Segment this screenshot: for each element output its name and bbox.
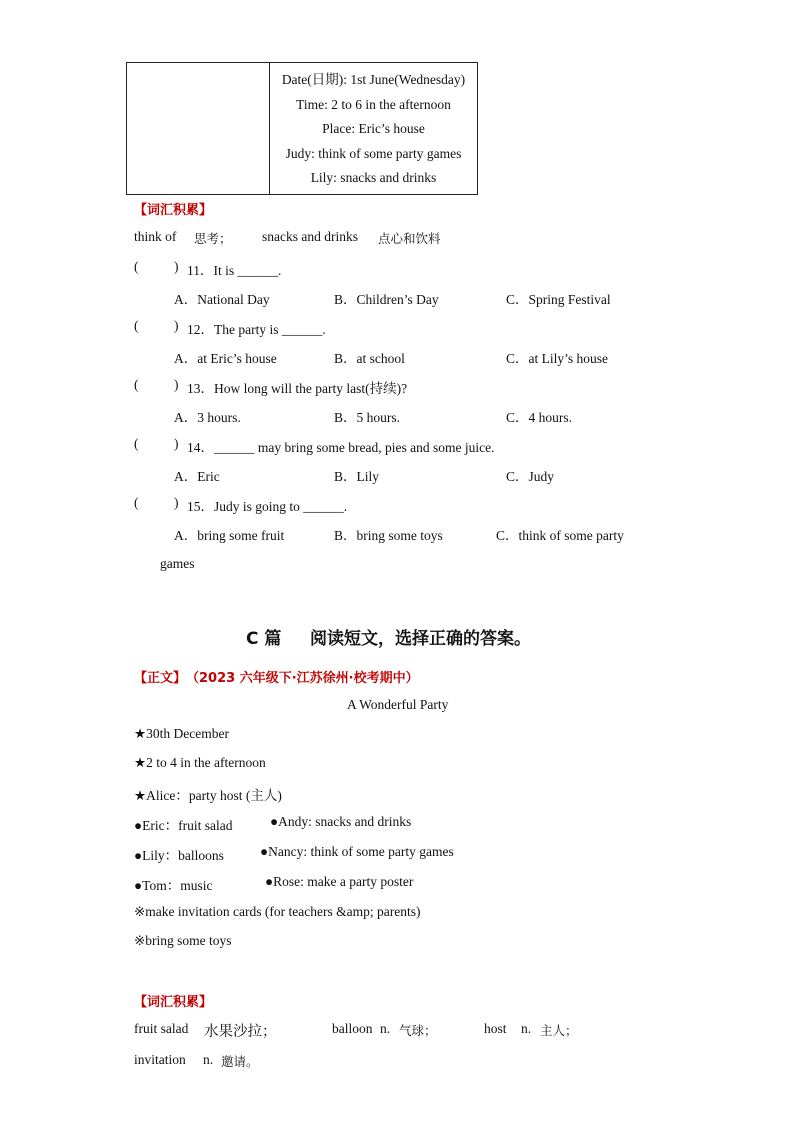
q15-option-b: B．bring some toys <box>334 528 443 543</box>
vocab-label-1: 【词汇积累】 <box>134 203 213 218</box>
q12-option-c: C．at Lily’s house <box>506 351 608 366</box>
q12-stem: 12．The party is ______. <box>187 322 326 337</box>
vocab-meaning-host: 主人； <box>540 1023 578 1038</box>
q15-option-c: C．think of some party <box>496 528 624 543</box>
q14-open-paren: ( <box>134 436 139 451</box>
vocab-word-snacks: snacks and drinks <box>262 229 358 244</box>
passage-source: （2023 六年级下·江苏徐州·校考期中） <box>186 671 419 686</box>
vocab-meaning-think-of: 思考； <box>194 231 232 246</box>
vocab-meaning-fruit-salad: 水果沙拉； <box>204 1024 277 1040</box>
vocab-pos-invitation: n. <box>203 1052 214 1067</box>
q12-open-paren: ( <box>134 318 139 333</box>
notice-time: Time: 2 to 6 in the afternoon <box>296 96 451 112</box>
vocab-word-fruit-salad: fruit salad <box>134 1021 189 1036</box>
q12-close-paren: ) <box>174 318 179 333</box>
note-invitation-cards: ※make invitation cards (for teachers &amp; parents) <box>134 904 421 919</box>
bullet-rose: ●Rose: make a party poster <box>265 874 414 889</box>
vocab-word-invitation: invitation <box>134 1052 186 1067</box>
q13-open-paren: ( <box>134 377 139 392</box>
q14-option-c: C．Judy <box>506 469 555 484</box>
q13-close-paren: ) <box>174 377 179 392</box>
vocab-word-think-of: think of <box>134 229 177 244</box>
notice-judy: Judy: think of some party games <box>285 145 462 161</box>
note-bring-toys: ※bring some toys <box>134 933 232 948</box>
section-c-label: C 篇 <box>246 629 282 649</box>
q11-option-b: B．Children’s Day <box>334 292 439 307</box>
q14-close-paren: ) <box>174 436 179 451</box>
bullet-lily: ●Lily：balloons <box>134 848 224 863</box>
bullet-eric: ●Eric：fruit salad <box>134 818 233 833</box>
q15-close-paren: ) <box>174 495 179 510</box>
passage-source-label: 【正文】 <box>134 671 187 686</box>
q15-option-a: A．bring some fruit <box>174 528 285 543</box>
q11-close-paren: ) <box>174 259 179 274</box>
q13-option-b: B．5 hours. <box>334 410 401 425</box>
vocab-meaning-balloon: 气球； <box>399 1023 437 1038</box>
vocab-meaning-invitation: 邀请。 <box>221 1054 259 1069</box>
passage-host: ★Alice：party host (主人) <box>134 788 282 803</box>
q11-open-paren: ( <box>134 259 139 274</box>
notice-date: Date(日期): 1st June(Wednesday) <box>281 72 466 87</box>
vocab-word-balloon: balloon <box>332 1021 373 1036</box>
vocab-meaning-snacks: 点心和饮料 <box>378 231 441 246</box>
passage-time: ★2 to 4 in the afternoon <box>134 755 266 770</box>
q14-option-a: A．Eric <box>174 469 220 484</box>
q13-option-c: C．4 hours. <box>506 410 573 425</box>
q11-stem: 11．It is ______. <box>187 263 282 278</box>
bullet-nancy: ●Nancy: think of some party games <box>260 844 454 859</box>
bullet-tom: ●Tom：music <box>134 878 213 893</box>
q11-option-c: C．Spring Festival <box>506 292 611 307</box>
passage-title: A Wonderful Party <box>347 697 449 712</box>
q11-option-a: A．National Day <box>174 292 270 307</box>
q13-stem: 13．How long will the party last(持续)? <box>187 381 408 396</box>
vocab-pos-host: n. <box>521 1021 532 1036</box>
notice-table-info-cell <box>270 63 478 195</box>
vocab-label-2: 【词汇积累】 <box>134 995 213 1010</box>
notice-table-empty-cell <box>127 63 270 195</box>
bullet-andy: ●Andy: snacks and drinks <box>270 814 412 829</box>
q12-option-a: A．at Eric’s house <box>174 351 277 366</box>
vocab-word-host: host <box>484 1021 507 1036</box>
section-c-instruction: 阅读短文，选择正确的答案。 <box>310 629 531 649</box>
q15-stem: 15．Judy is going to ______. <box>187 499 348 514</box>
notice-place: Place: Eric’s house <box>322 121 425 136</box>
q14-option-b: B．Lily <box>334 469 380 484</box>
passage-date: ★30th December <box>134 726 229 741</box>
q14-stem: 14．______ may bring some bread, pies and some juice. <box>187 440 495 455</box>
q15-open-paren: ( <box>134 495 139 510</box>
vocab-pos-balloon: n. <box>380 1021 391 1036</box>
q12-option-b: B．at school <box>334 351 405 366</box>
notice-lily: Lily: snacks and drinks <box>310 170 437 185</box>
q15-option-c-wrap: games <box>160 556 195 571</box>
q13-option-a: A．3 hours. <box>174 410 241 425</box>
notice-table <box>126 62 478 195</box>
